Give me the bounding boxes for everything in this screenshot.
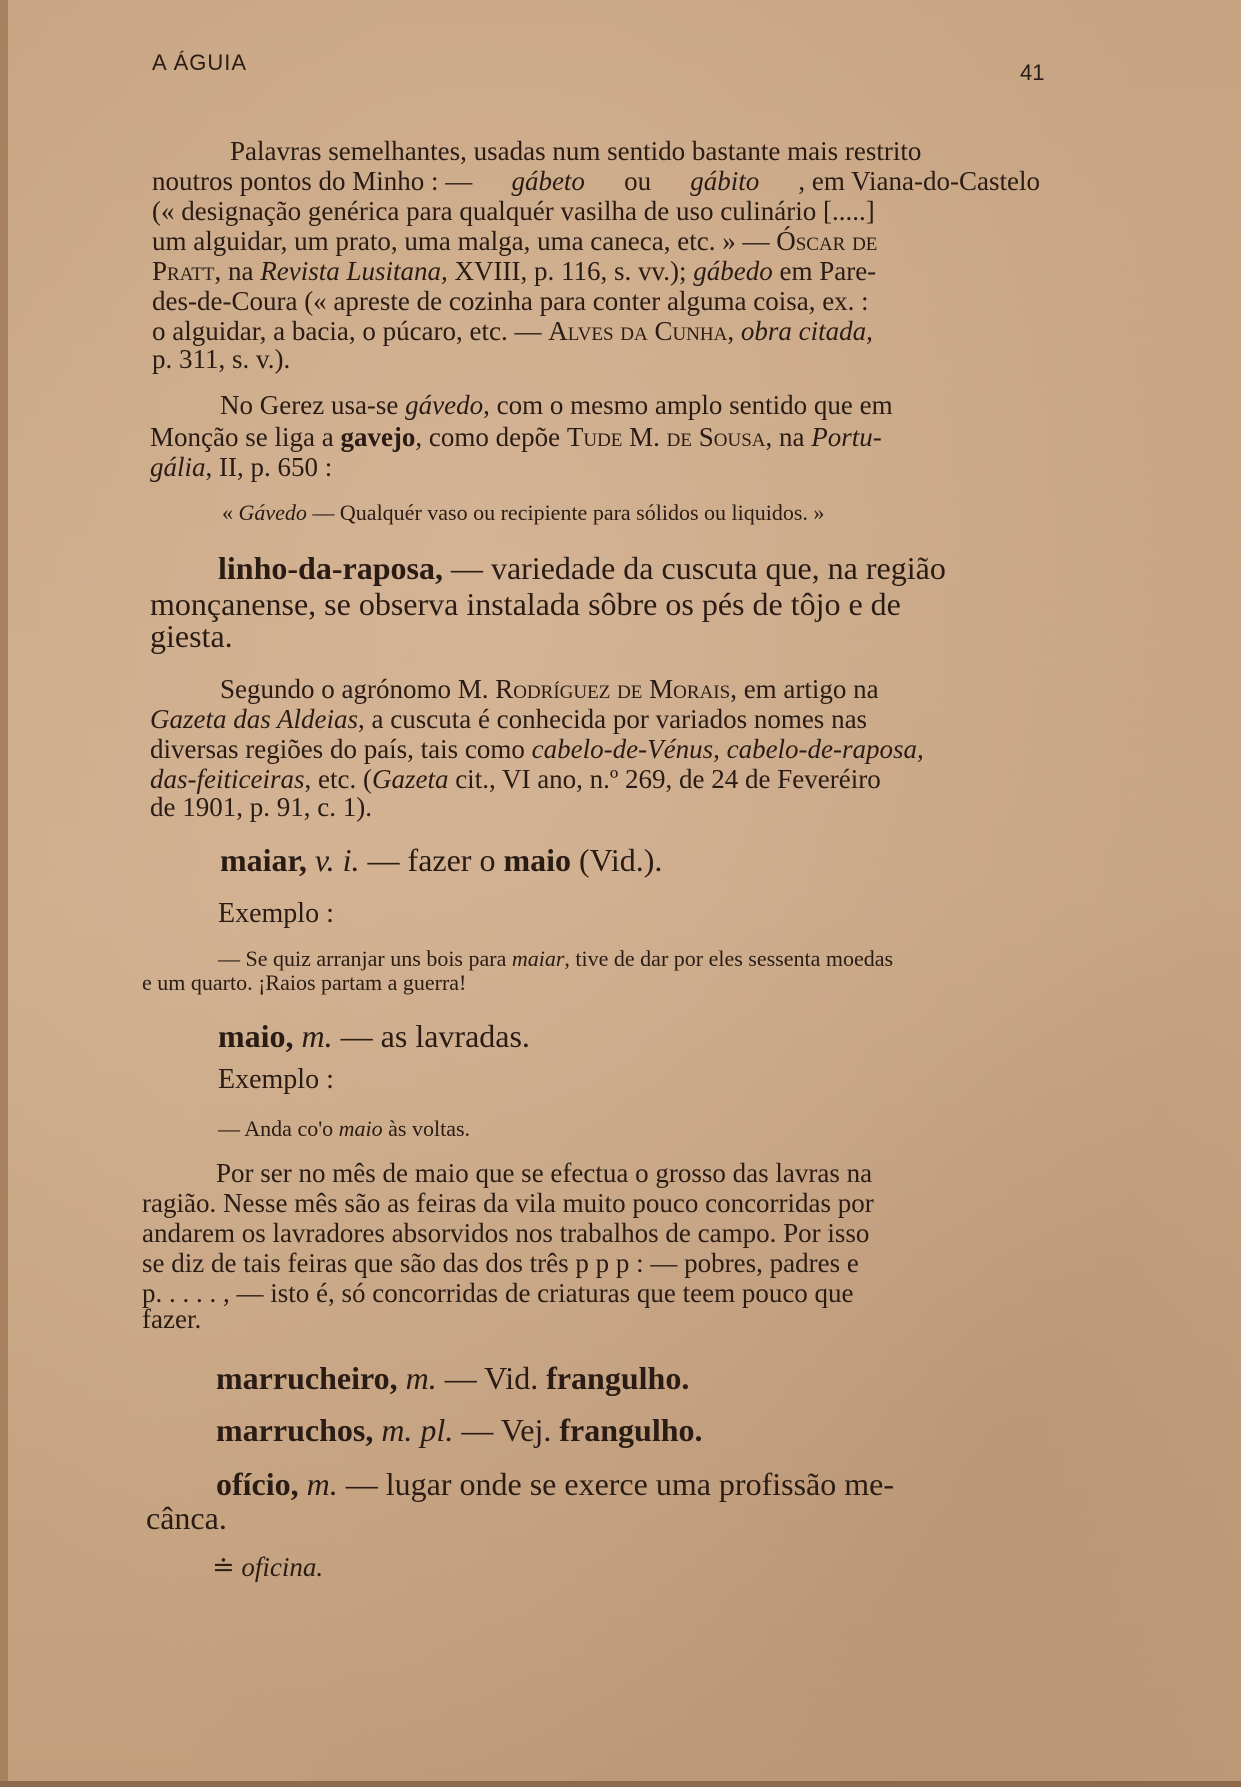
journal-title: Gazeta das Aldeias: [150, 704, 358, 734]
text-run: se diz de tais feiras que são das dos três p p p : — pobres, padres e: [142, 1248, 859, 1278]
headword: marruchos,: [216, 1412, 374, 1448]
exemplo-label: Exemplo :: [218, 1064, 334, 1095]
text-run: Segundo o agrónomo M.: [220, 674, 496, 704]
running-head: A ÁGUIA: [152, 50, 248, 75]
text-run: — Vej.: [453, 1412, 560, 1448]
text-run: em Pare-: [772, 256, 877, 286]
cross-reference: frangulho.: [559, 1412, 703, 1448]
text-run: gávedo: [405, 390, 484, 420]
text-run: e um quarto. ¡Raios partam a guerra!: [142, 970, 467, 995]
page-bottom-edge: [0, 1781, 1241, 1787]
headword: maio,: [218, 1018, 294, 1054]
example1-line1: [218, 948, 893, 970]
grammar-label: m.: [405, 1360, 437, 1396]
para2-line1: [220, 392, 893, 419]
text-run: maio: [338, 1116, 383, 1141]
journal-title: Gazeta: [371, 764, 449, 794]
text-run: — Vid.: [436, 1360, 547, 1396]
text-run: oficina.: [241, 1552, 324, 1582]
para1-line8: [152, 346, 290, 373]
author-name: Pratt: [152, 256, 215, 286]
para1-line4: [152, 228, 877, 255]
text-run: (Vid.).: [571, 842, 663, 878]
text-run: XVIII, p. 116, s. vv.);: [447, 256, 694, 286]
oficio-equivalent: [212, 1554, 323, 1581]
text-run: maiar: [511, 946, 565, 971]
entry-linho-line2: [150, 588, 901, 620]
text-run: , etc. (: [304, 764, 372, 794]
text-run: ou: [624, 166, 652, 196]
text-run: , na: [765, 422, 812, 452]
text-run: — Anda co'o: [218, 1116, 339, 1141]
author-name: Alves da Cunha: [548, 316, 728, 346]
text-run: , II, p. 650 :: [205, 452, 333, 482]
text-run: diversas regiões do país, tais como: [150, 734, 532, 764]
text-run: cit., VI ano, n.º 269, de 24 de Feveréiro: [448, 764, 881, 794]
text-run: — variedade da cuscuta que, na região: [442, 550, 946, 586]
text-run: «: [222, 500, 239, 525]
page-left-edge: [0, 0, 8, 1787]
grammar-label: m.: [301, 1018, 333, 1054]
grammar-label: m.: [306, 1466, 338, 1502]
text-run: de 1901, p. 91, c. 1).: [150, 792, 372, 822]
text-run: giesta.: [150, 618, 233, 654]
author-name: Rodríguez de Morais: [495, 674, 731, 704]
para1-line5: [152, 258, 876, 285]
headword: gavejo: [340, 422, 416, 452]
text-run: , tive de dar por eles sessenta moedas: [564, 946, 894, 971]
para3-line5: [150, 794, 372, 821]
text-run: [294, 1018, 302, 1054]
text-run: monçanense, se observa instalada sôbre os pés de tôjo e de: [150, 586, 901, 622]
para3-line3: [150, 736, 924, 763]
text-run: des-de-Coura (« apreste de cozinha para conter alguma coisa, ex. :: [152, 286, 869, 316]
para4-line5: [142, 1280, 854, 1307]
grammar-label: v. i.: [314, 842, 360, 878]
quote-line: [222, 502, 824, 524]
para2-line3: [150, 454, 332, 481]
text-run: o alguidar, a bacia, o púcaro, etc. —: [152, 316, 549, 346]
journal-title: Revista Lusitana,: [260, 256, 448, 286]
entry-maio: [218, 1020, 530, 1052]
text-run: Gávedo: [238, 500, 307, 525]
para3-line1: [220, 676, 879, 703]
para4-line6: [142, 1306, 201, 1333]
text-run: , como depõe: [415, 422, 567, 452]
entry-marrucheiro: [216, 1362, 689, 1394]
text-run: gábeto: [511, 166, 585, 196]
text-run: [299, 1466, 307, 1502]
entry-marruchos: [216, 1414, 703, 1446]
text-run: ,: [727, 316, 741, 346]
headword: marrucheiro,: [216, 1360, 398, 1396]
headword: maio: [503, 842, 571, 878]
text-run: , a cuscuta é conhecida por variados nomes nas: [358, 704, 868, 734]
cross-reference: frangulho.: [546, 1360, 690, 1396]
para1-line1: [230, 138, 921, 165]
text-run: — Qualquér vaso ou recipiente para sólidos ou liquidos. »: [306, 500, 825, 525]
text-run: cabelo-de-Vénus, cabelo-de-raposa,: [531, 734, 924, 764]
text-run: das-feiticeiras: [150, 764, 305, 794]
text-run: (« designação genérica para qualquér vasilha de uso culinário [.....]: [152, 196, 875, 226]
text-run: Monção se liga a: [150, 422, 341, 452]
exemplo-label: Exemplo :: [218, 898, 334, 929]
text-run: gália: [150, 452, 206, 482]
entry-oficio-line1: [216, 1468, 894, 1500]
text-run: Por ser no mês de maio que se efectua o grosso das lavras na: [216, 1158, 873, 1188]
author-name: Óscar de: [776, 226, 878, 256]
para4-line3: [142, 1220, 869, 1247]
text-run: Palavras semelhantes, usadas num sentido bastante mais restrito: [230, 136, 922, 166]
entry-linho-line3: [150, 620, 233, 652]
text-run: , em Viana-do-Castelo: [798, 166, 1040, 196]
equivalence-sign: ≐: [212, 1552, 242, 1582]
text-run: No Gerez usa-se: [220, 390, 406, 420]
author-name: Tude M. de Sousa: [566, 422, 766, 452]
example1-line2: [142, 972, 466, 994]
para4-line2: [142, 1190, 874, 1217]
grammar-label: m. pl.: [381, 1412, 454, 1448]
text-run: , em artigo na: [730, 674, 879, 704]
text-run: obra citada,: [740, 316, 873, 346]
text-run: — fazer o: [359, 842, 504, 878]
para2-line2: [150, 424, 882, 451]
text-run: [398, 1360, 406, 1396]
para3-line4: [150, 766, 881, 793]
para1-line6: [152, 288, 869, 315]
text-run: às voltas.: [382, 1116, 471, 1141]
text-run: — lugar onde se exerce uma profissão me-: [337, 1466, 894, 1502]
headword: ofício,: [216, 1466, 299, 1502]
text-run: noutros pontos do Minho : —: [152, 166, 473, 196]
headword: linho-da-raposa,: [218, 550, 443, 586]
text-run: , com o mesmo amplo sentido que em: [483, 390, 893, 420]
text-run: — Se quiz arranjar uns bois para: [218, 946, 512, 971]
text-run: , na: [214, 256, 261, 286]
text-run: cânca.: [146, 1500, 227, 1536]
page-number: 41: [1020, 60, 1045, 85]
text-run: — as lavradas.: [332, 1018, 530, 1054]
para3-line2: [150, 706, 867, 733]
para4-line1: [216, 1160, 872, 1187]
text-run: gábito: [690, 166, 760, 196]
text-run: ragião. Nesse mês são as feiras da vila muito pouco concorridas por: [142, 1188, 874, 1218]
text-run: um alguidar, um prato, uma malga, uma caneca, etc. » —: [152, 226, 777, 256]
text-run: p. . . . . , — isto é, só concorridas de criaturas que teem pouco que: [142, 1278, 854, 1308]
text-run: gábedo: [693, 256, 773, 286]
example2-line: [218, 1118, 470, 1140]
entry-oficio-line2: [146, 1502, 227, 1534]
para1-line3: [152, 198, 875, 225]
para1-line7: [152, 318, 873, 345]
text-run: fazer.: [142, 1304, 202, 1334]
para1-line2: [152, 168, 1040, 195]
entry-linho-line1: [218, 552, 946, 584]
entry-maiar: [220, 844, 662, 876]
text-run: Portu-: [811, 422, 882, 452]
para4-line4: [142, 1250, 859, 1277]
text-run: andarem os lavradores absorvidos nos trabalhos de campo. Por isso: [142, 1218, 870, 1248]
headword: maiar,: [220, 842, 307, 878]
text-run: p. 311, s. v.).: [152, 344, 291, 374]
text-run: [307, 842, 315, 878]
